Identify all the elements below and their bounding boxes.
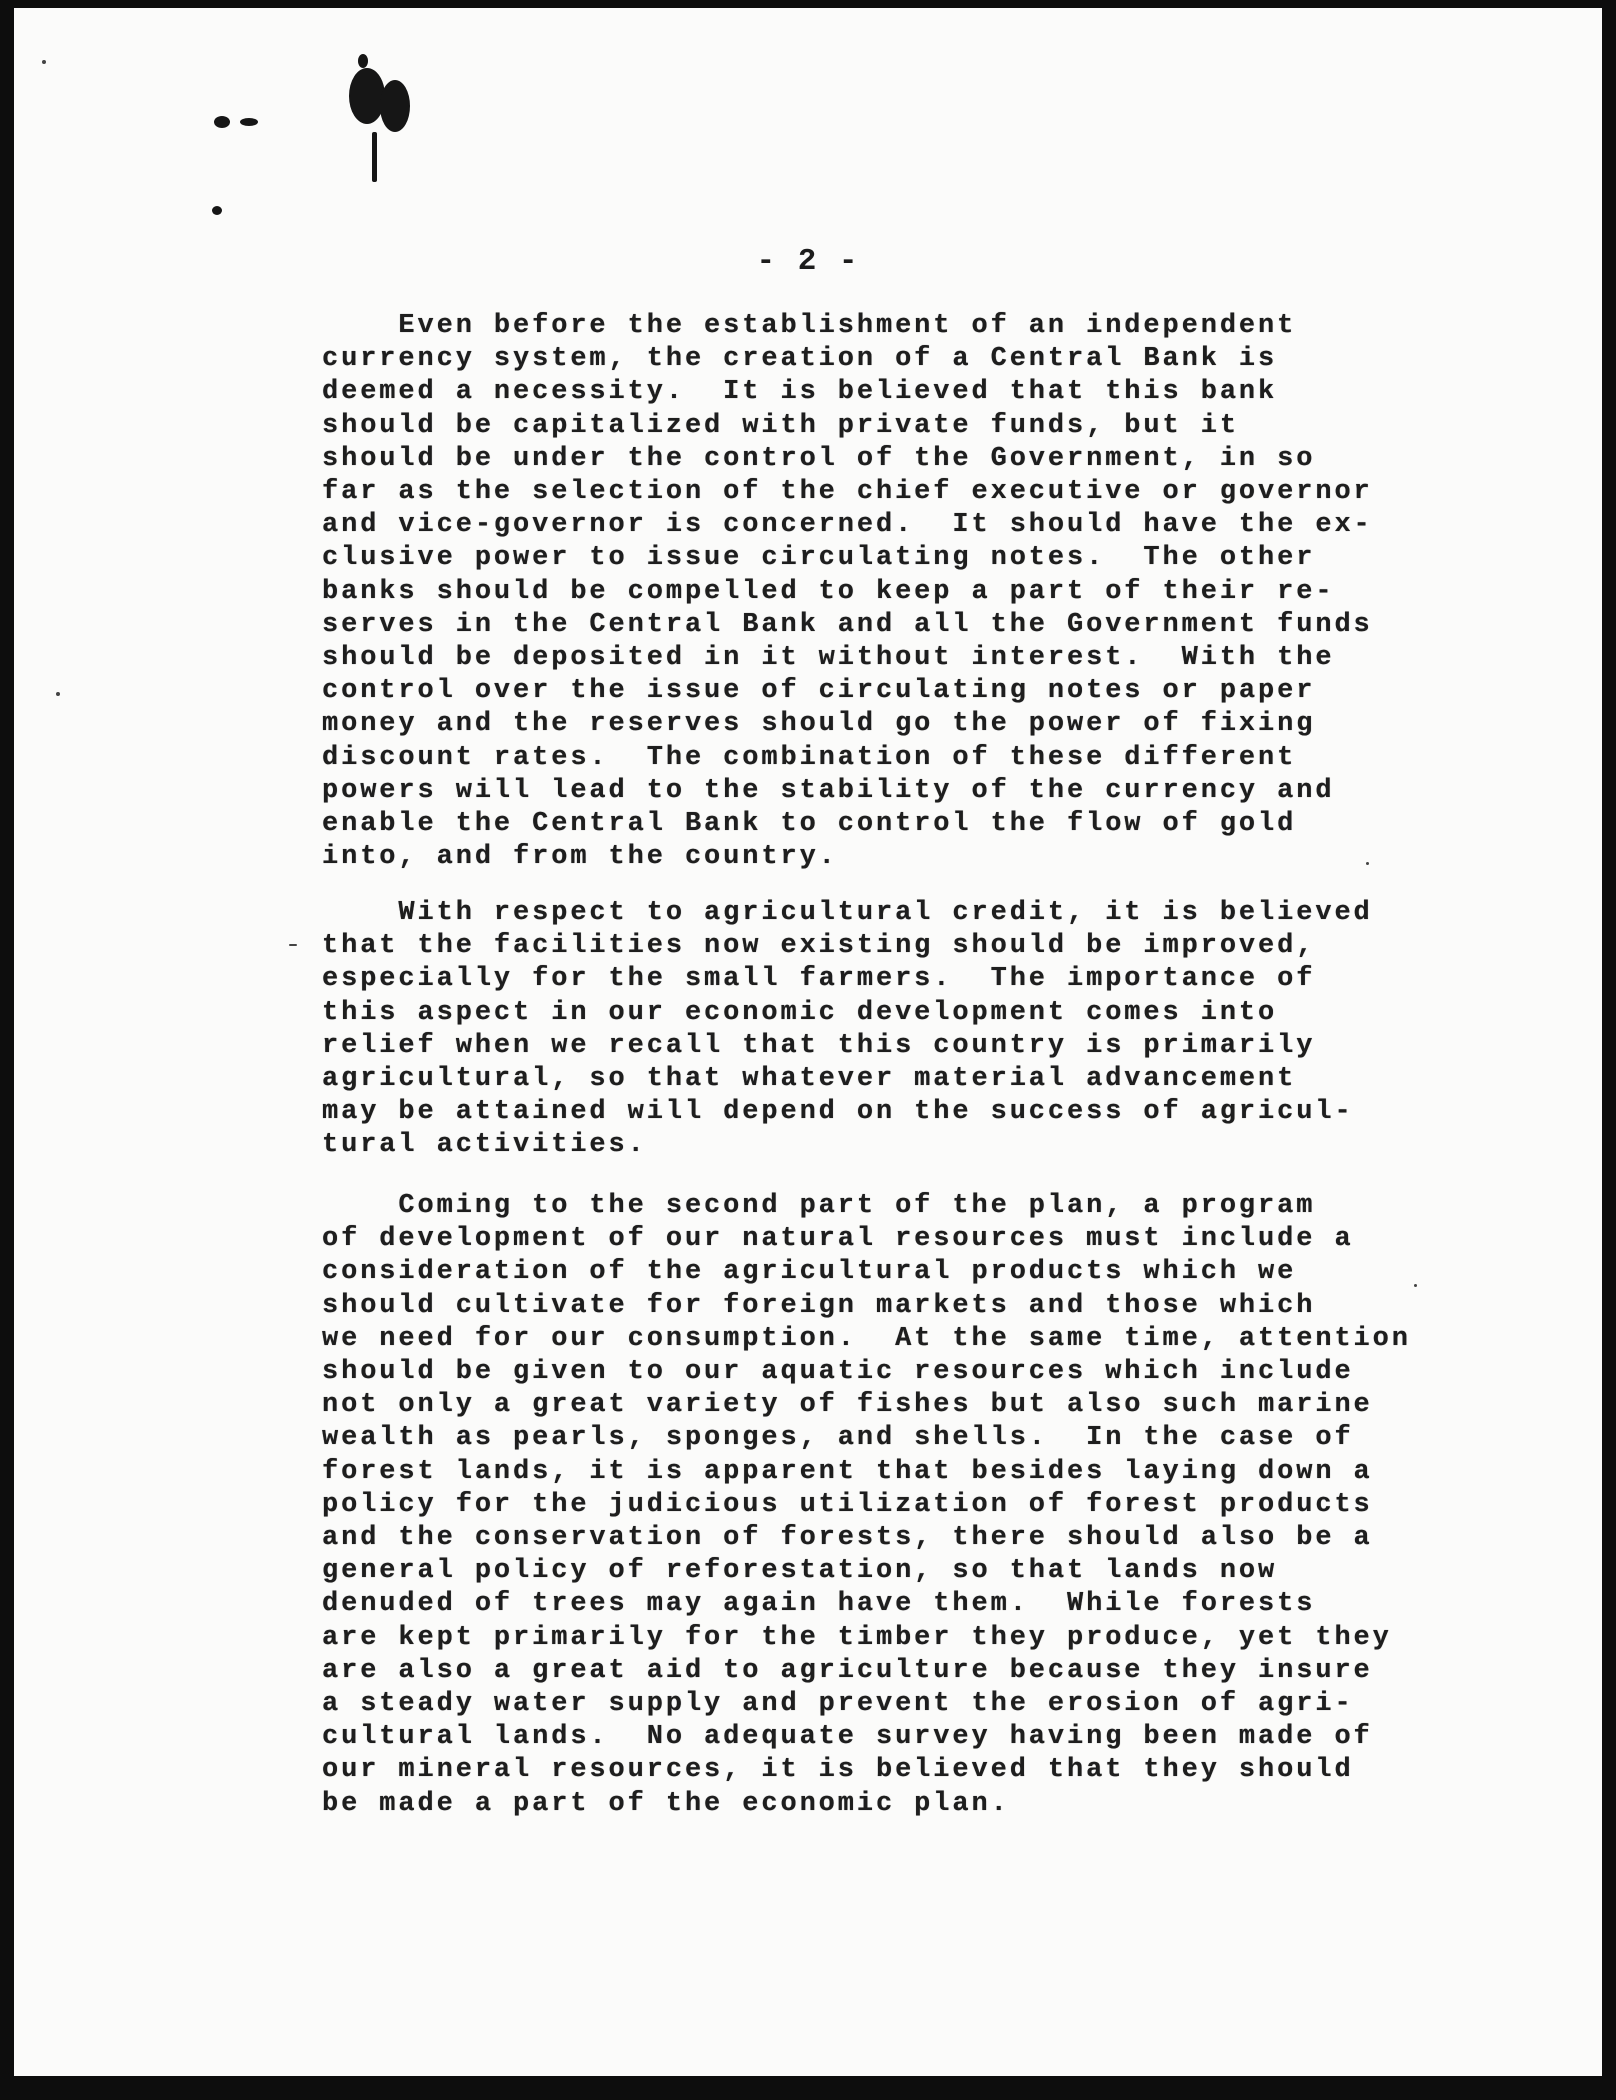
ink-blot [349, 68, 385, 124]
ink-blot [240, 118, 258, 126]
ink-blot [358, 54, 368, 68]
page-number: - 2 - [756, 244, 860, 279]
speck [42, 60, 46, 64]
speck [289, 944, 297, 946]
speck [1414, 1284, 1417, 1287]
ink-blot [380, 80, 410, 132]
ink-blot [372, 132, 377, 182]
paragraph-natural-resources: Coming to the second part of the plan, a program of development of our natural resources must include a consideration of the agricultural products which we should cultivate for foreign markets and those which we need for our consumption. At the same time, attention should be given to our aquatic resources which include not only a great variety of fishes but also such marine wealth as pearls, sponges, and shells. In the case of forest lands, it is apparent that besides laying down a policy for the judicious utilization of forest products and the conservation of forests, there should also be a general policy of reforestation, so that lands now denuded of trees may again have them. While forests are kept primarily for the timber they produce, yet they are also a great aid to agriculture because they insure a steady water supply and prevent the erosion of agri- cultural lands. No adequate survey having been made of our mineral resources, it is believed that they should be made a part of the economic plan. [322, 1191, 1411, 1819]
ink-blot [214, 116, 230, 128]
paragraph-central-bank: Even before the establishment of an independent currency system, the creation of a Central Bank is deemed a necessity. It is believed that this bank should be capitalized with private funds, but it should be under the control of the Government, in so far as the selection of the chief executive or governor and vice-governor is concerned. It should have the ex- clusive power to issue circulating notes. The other banks should be compelled to keep a part of their re- serves in the Central Bank and all the Government funds should be deposited in it without interest. With the control over the issue of circulating notes or paper money and the reserves should go the power of fixing discount rates. The combination of these different powers will lead to the stability of the currency and enable the Central Bank to control the flow of gold into, and from the country. [322, 311, 1373, 873]
speck [56, 692, 60, 696]
document-page [14, 8, 1602, 2076]
ink-blot [212, 206, 222, 215]
paragraph-agricultural-credit: With respect to agricultural credit, it is believed that the facilities now existing should be improved, especially for the small farmers. The importance of this aspect in our economic development comes into relief when we recall that this country is primarily agricultural, so that whatever material advancement may be attained will depend on the success of agricul- tural activities. [322, 898, 1373, 1161]
